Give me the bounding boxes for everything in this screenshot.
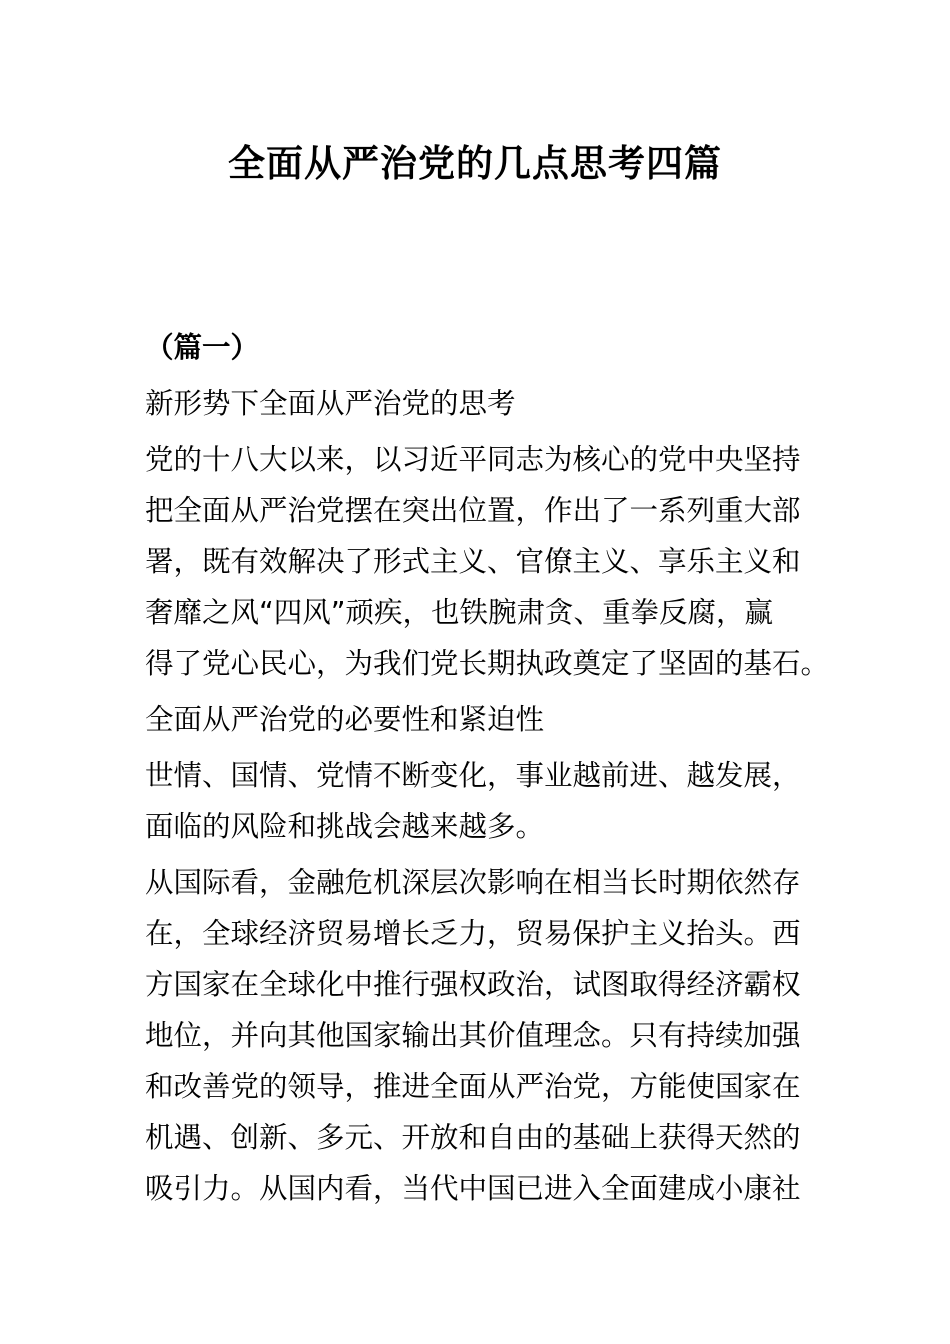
paragraph-line: 从国际看，金融危机深层次影响在相当长时期依然存: [145, 866, 801, 899]
paragraph-line: 机遇、创新、多元、开放和自由的基础上获得天然的: [145, 1121, 801, 1154]
paragraph-line: 世情、国情、党情不断变化，事业越前进、越发展，: [145, 759, 801, 792]
paragraph-line: 奢靡之风“四风”顽疾，也铁腕肃贪、重拳反腐，赢: [145, 596, 774, 629]
paragraph-line: 把全面从严治党摆在突出位置，作出了一系列重大部: [145, 494, 801, 527]
paragraph-line: 地位，并向其他国家输出其价值理念。只有持续加强: [145, 1019, 801, 1052]
paragraph-line: 方国家在全球化中推行强权政治，试图取得经济霸权: [145, 968, 801, 1001]
paragraph-line: 得了党心民心，为我们党长期执政奠定了坚固的基石。: [145, 647, 830, 680]
paragraph-line: 署，既有效解决了形式主义、官僚主义、享乐主义和: [145, 545, 801, 578]
document-body: [145, 322, 830, 1219]
paragraph-line: 和改善党的领导，推进全面从严治党，方能使国家在: [145, 1070, 801, 1103]
document-title: 全面从严治党的几点思考四篇: [228, 142, 722, 185]
paragraph-international-view: [145, 857, 810, 1214]
paragraph-line: 在，全球经济贸易增长乏力，贸易保护主义抬头。西: [145, 917, 801, 950]
subheading-necessity-urgency: 全面从严治党的必要性和紧迫性: [145, 703, 545, 736]
paragraph-changing-conditions: [145, 750, 810, 852]
paragraph-line: 吸引力。从国内看，当代中国已进入全面建成小康社: [145, 1172, 801, 1205]
section-label: （篇一）: [145, 331, 260, 364]
paragraph-line: 党的十八大以来，以习近平同志为核心的党中央坚持: [145, 443, 801, 476]
paragraph-line: 面临的风险和挑战会越来越多。: [145, 810, 545, 843]
paragraph-since-18th-congress: [145, 434, 830, 689]
subheading-new-situation: 新形势下全面从严治党的思考: [145, 387, 516, 420]
